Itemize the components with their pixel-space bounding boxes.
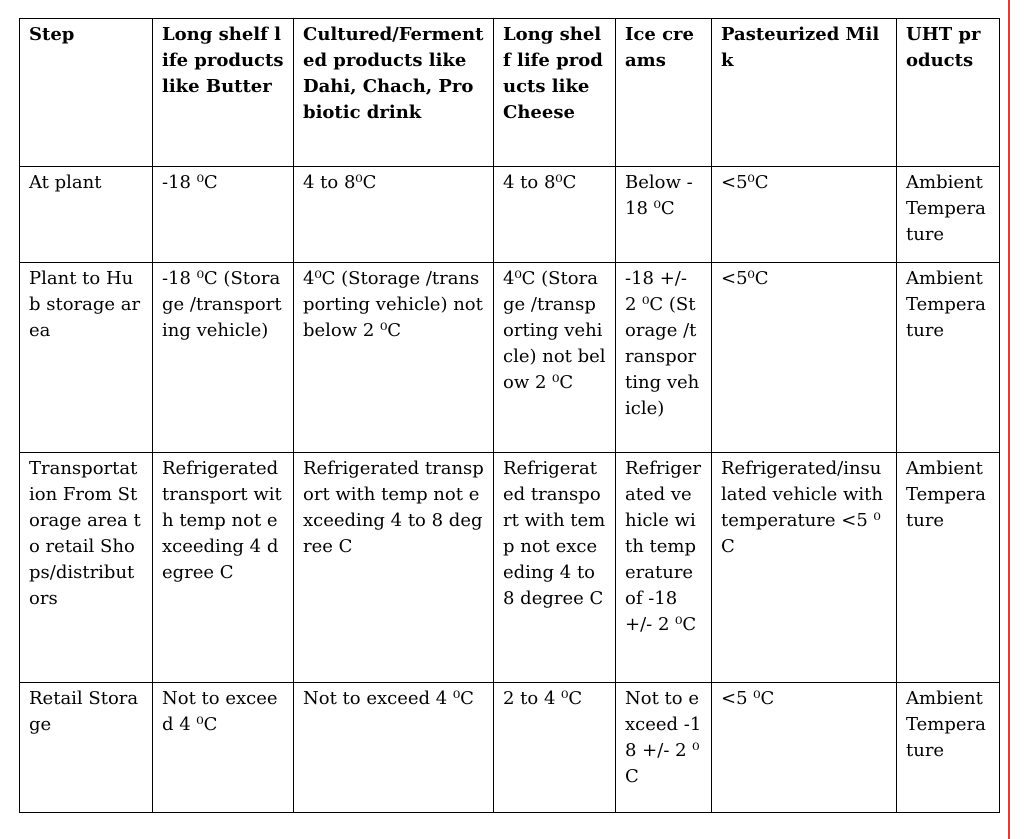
header-butter: Long shelf life products like Butter: [153, 19, 294, 167]
cell-ice-creams: Refrigerated vehicle with temperature of -18 +/- 2 ⁰C: [616, 453, 712, 683]
cell-pasteurized-milk: <5⁰C: [712, 263, 897, 453]
page-margin-line: [1008, 0, 1010, 839]
cell-uht: Ambient Temperature: [897, 453, 1000, 683]
cell-pasteurized-milk: <5 ⁰C: [712, 683, 897, 813]
header-cultured: Cultured/Fermented products like Dahi, Chach, Probiotic drink: [294, 19, 494, 167]
cell-ice-creams: Below -18 ⁰C: [616, 167, 712, 263]
cell-step: Retail Storage: [20, 683, 153, 813]
table-row: [20, 683, 1000, 813]
header-cheese: Long shelf life products like Cheese: [494, 19, 616, 167]
cell-uht: Ambient Temperature: [897, 683, 1000, 813]
header-row: [20, 19, 1000, 167]
cell-butter: Not to exceed 4 ⁰C: [153, 683, 294, 813]
cell-uht: Ambient Temperature: [897, 167, 1000, 263]
cell-pasteurized-milk: Refrigerated/insulated vehicle with temperature <5 ⁰C: [712, 453, 897, 683]
cold-chain-table: [19, 18, 1000, 813]
header-pasteurized-milk: Pasteurized Milk: [712, 19, 897, 167]
table-row: [20, 167, 1000, 263]
header-uht: UHT products: [897, 19, 1000, 167]
cell-cultured: 4 to 8⁰C: [294, 167, 494, 263]
cell-step: Plant to Hub storage area: [20, 263, 153, 453]
cell-uht: Ambient Temperature: [897, 263, 1000, 453]
cell-ice-creams: Not to exceed -18 +/- 2 ⁰C: [616, 683, 712, 813]
cell-cheese: 4 to 8⁰C: [494, 167, 616, 263]
cell-butter: -18 ⁰C: [153, 167, 294, 263]
cell-pasteurized-milk: <5⁰C: [712, 167, 897, 263]
table-row: [20, 263, 1000, 453]
cell-ice-creams: -18 +/- 2 ⁰C (Storage /transporting vehicle): [616, 263, 712, 453]
header-step: Step: [20, 19, 153, 167]
cell-cultured: Not to exceed 4 ⁰C: [294, 683, 494, 813]
table-row: [20, 453, 1000, 683]
header-ice-creams: Ice creams: [616, 19, 712, 167]
cell-cheese: 4⁰C (Storage /transporting vehicle) not below 2 ⁰C: [494, 263, 616, 453]
cell-cultured: 4⁰C (Storage /transporting vehicle) not below 2 ⁰C: [294, 263, 494, 453]
cell-cheese: 2 to 4 ⁰C: [494, 683, 616, 813]
cell-cheese: Refrigerated transport with temp not exceeding 4 to 8 degree C: [494, 453, 616, 683]
cell-butter: -18 ⁰C (Storage /transporting vehicle): [153, 263, 294, 453]
cell-butter: Refrigerated transport with temp not exceeding 4 degree C: [153, 453, 294, 683]
cell-cultured: Refrigerated transport with temp not exceeding 4 to 8 degree C: [294, 453, 494, 683]
cell-step: Transportation From Storage area to retail Shops/distributors: [20, 453, 153, 683]
cell-step: At plant: [20, 167, 153, 263]
